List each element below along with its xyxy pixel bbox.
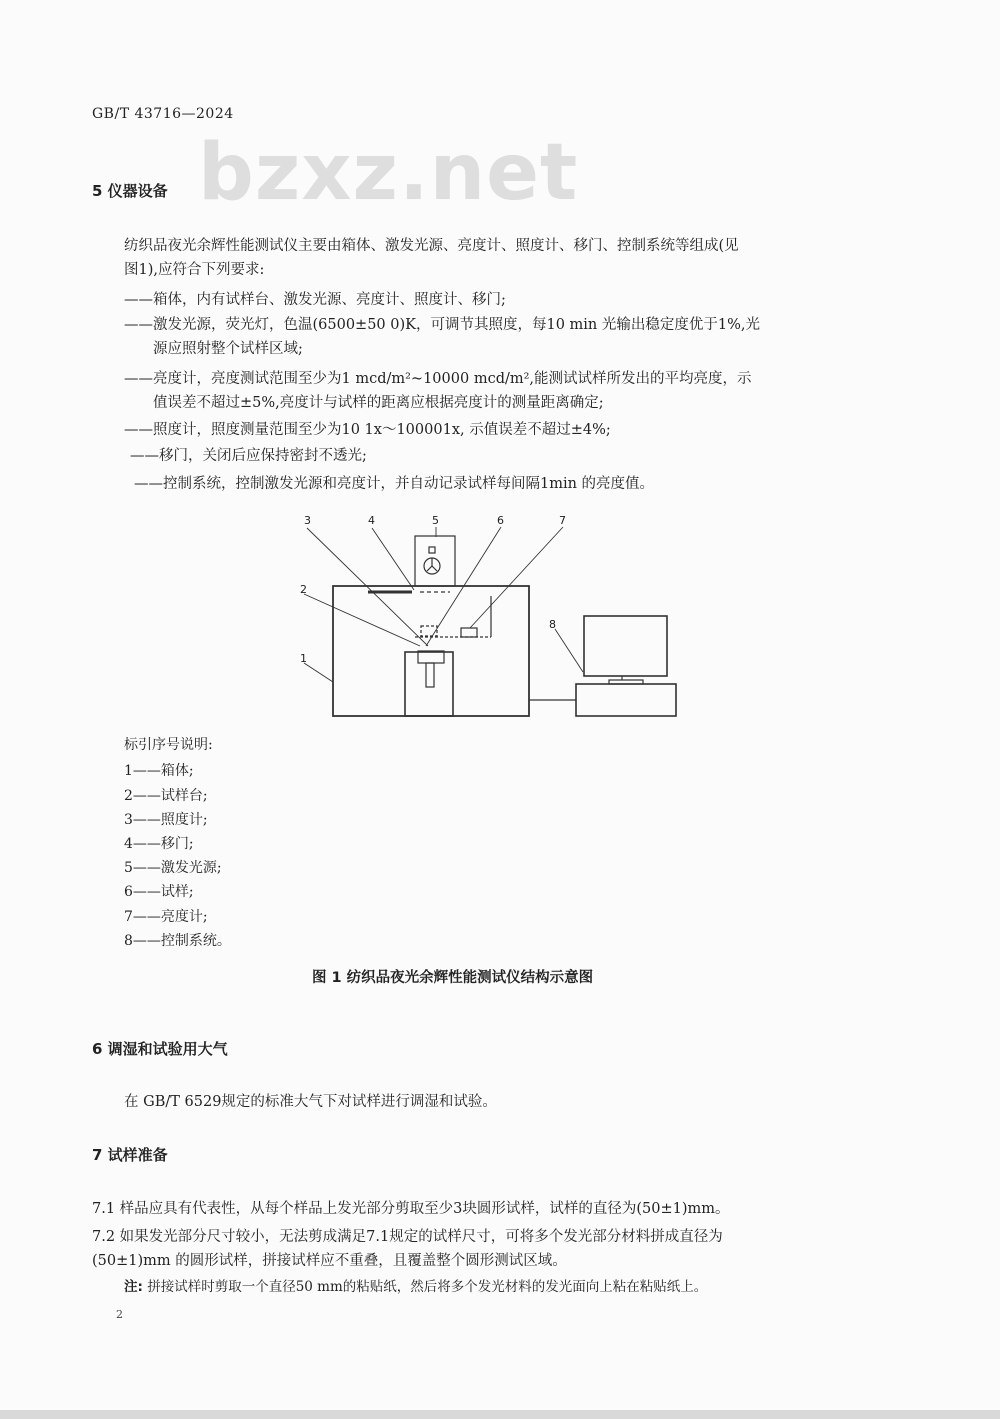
requirement-item: ——照度计，照度测量范围至少为10 1x～100001x, 示值误差不超过±4%;: [124, 422, 611, 438]
sample-stage-column: [405, 652, 453, 716]
section-5-intro-line1: 纺织品夜光余辉性能测试仪主要由箱体、激发光源、亮度计、照度计、移门、控制系统等组成(见: [124, 238, 739, 254]
computer-monitor: [584, 616, 667, 676]
legend-title: 标引序号说明:: [124, 737, 213, 753]
legend-item: 4——移门;: [124, 836, 194, 852]
sample-stage-post: [426, 663, 434, 687]
section-6-text: 在 GB/T 6529规定的标准大气下对试样进行调湿和试验。: [124, 1094, 497, 1110]
note-text: 拼接试样时剪取一个直径50 mm的粘贴纸，然后将多个发光材料的发光面向上粘在粘贴纸上。: [142, 1279, 708, 1295]
callout-number: 1: [300, 652, 307, 665]
luminance-meter-icon: [461, 628, 477, 637]
section-7-heading: 7 试样准备: [92, 1146, 168, 1164]
callout-number: 8: [549, 618, 556, 631]
requirement-item: ——激发光源，荧光灯，色温(6500±50 0)K，可调节其照度，每10 min 光输出稳定度优于1%,光: [124, 317, 760, 333]
callout-number: 6: [497, 514, 504, 527]
requirement-item: ——亮度计，亮度测试范围至少为1 mcd/m²~10000 mcd/m²,能测试试样所发出的平均亮度，示: [124, 371, 752, 387]
legend-item: 7——亮度计;: [124, 909, 208, 925]
watermark: bzxz.net: [198, 128, 579, 218]
legend-item: 2——试样台;: [124, 788, 208, 804]
section-5-intro-line2: 图1),应符合下列要求:: [124, 262, 265, 278]
callout-number: 2: [300, 583, 307, 596]
requirement-item: ——移门，关闭后应保持密封不透光;: [130, 448, 367, 464]
requirement-item: ——控制系统，控制激发光源和亮度计，并自动记录试样每间隔1min 的亮度值。: [134, 476, 655, 492]
sample-outline: [421, 626, 437, 636]
callout-number: 7: [559, 514, 566, 527]
clause-7-2-line1: 7.2 如果发光部分尺寸较小，无法剪成满足7.1规定的试样尺寸，可将多个发光部分材料拼成直径为: [92, 1229, 723, 1245]
requirement-item-continuation: 值误差不超过±5%,亮度计与试样的距离应根据亮度计的测量距离确定;: [153, 395, 604, 411]
legend-item: 5——激发光源;: [124, 860, 222, 876]
callout-number: 3: [304, 514, 311, 527]
section-6-heading: 6 调湿和试验用大气: [92, 1040, 228, 1058]
requirement-item: ——箱体，内有试样台、激发光源、亮度计、照度计、移门;: [124, 292, 506, 308]
legend-item: 8——控制系统。: [124, 933, 231, 949]
page-number: 2: [116, 1308, 123, 1321]
lamp-cap: [429, 547, 435, 553]
legend-item: 6——试样;: [124, 884, 194, 900]
clause-7-2-line2: (50±1)mm 的圆形试样，拼接试样应不重叠，且覆盖整个圆形测试区域。: [92, 1253, 567, 1269]
lamp-housing: [415, 536, 455, 586]
clause-7-1: 7.1 样品应具有代表性，从每个样品上发光部分剪取至少3块圆形试样，试样的直径为(50±1)mm。: [92, 1201, 730, 1217]
section-5-heading: 5 仪器设备: [92, 182, 168, 200]
callout-number: 5: [432, 514, 439, 527]
note: [124, 1275, 707, 1299]
legend-item: 1——箱体;: [124, 763, 194, 779]
callout-number: 4: [368, 514, 375, 527]
apparatus-diagram: [290, 508, 690, 723]
computer-host: [576, 684, 676, 716]
legend-item: 3——照度计;: [124, 812, 208, 828]
page-bottom-edge: [0, 1410, 1000, 1419]
requirement-item-continuation: 源应照射整个试样区域;: [153, 341, 303, 357]
standard-number: GB/T 43716—2024: [92, 106, 234, 122]
figure-caption: 图 1 纺织品夜光余辉性能测试仪结构示意图: [312, 970, 594, 986]
note-label: 注:: [124, 1279, 143, 1295]
